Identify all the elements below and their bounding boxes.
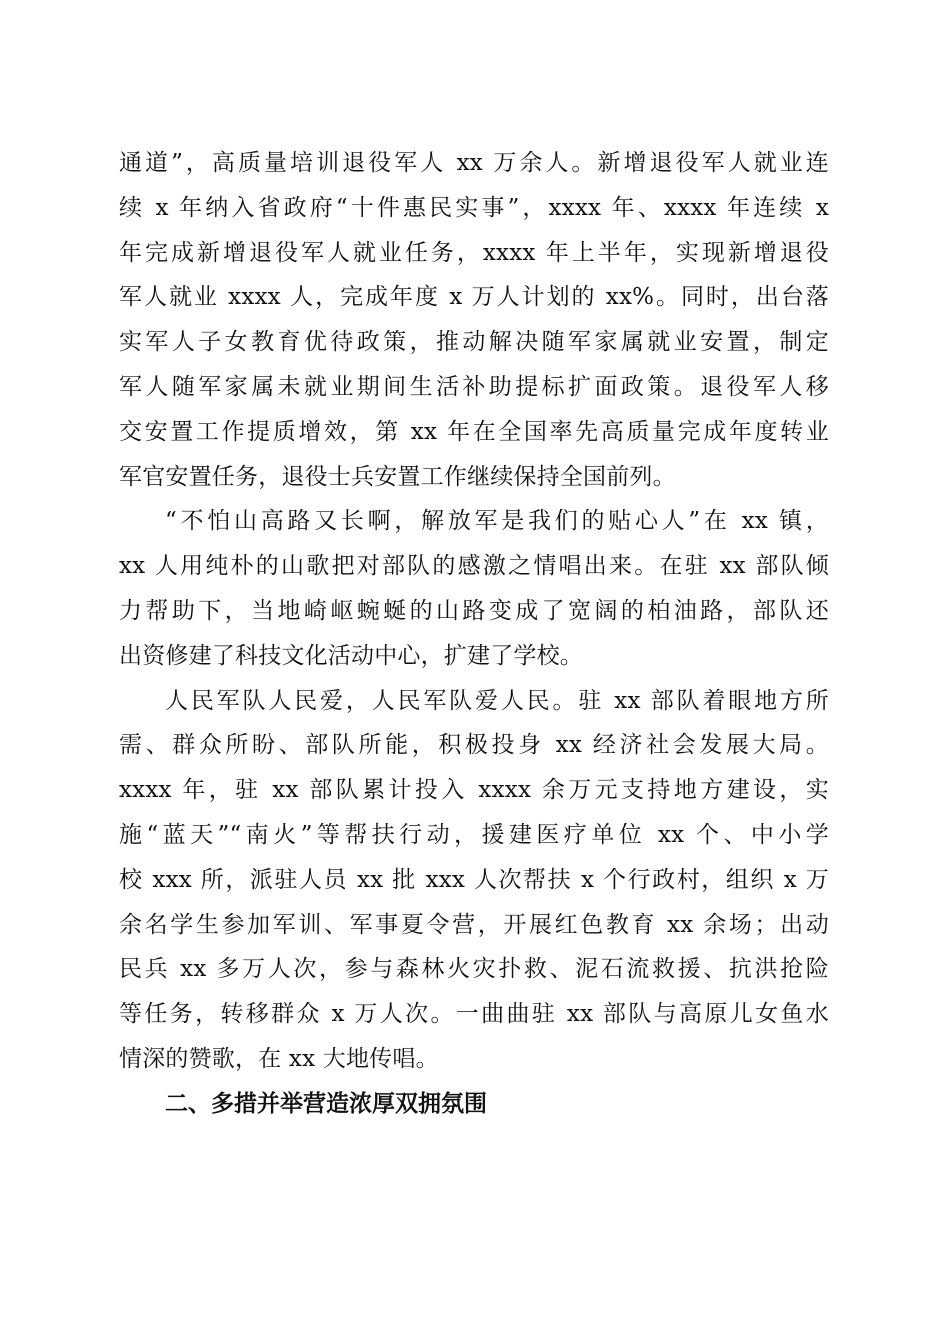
paragraph-1 [119,141,829,499]
paragraph-line: xx 人用纯朴的山歌把对部队的感激之情唱出来。在驻 xx 部队倾 [119,553,829,580]
paragraph-line: 实军人子女教育优待政策，推动解决随军家属就业安置，制定 [119,329,829,356]
paragraph-line: “不怕山高路又长啊，解放军是我们的贴心人”在 xx 镇， [165,508,829,535]
paragraph-2 [119,499,829,678]
section-heading: 二、多措并举营造浓厚双拥氛围 [165,1090,487,1117]
paragraph-line: 出资修建了科技文化活动中心，扩建了学校。 [119,642,583,669]
paragraph-line: 情深的赞歌，在 xx 大地传唱。 [119,1045,439,1072]
document-body [119,141,829,1127]
paragraph-line: 需、群众所盼、部队所能，积极投身 xx 经济社会发展大局。 [119,732,829,759]
paragraph-line: 民兵 xx 多万人次，参与森林火灾扑救、泥石流救援、抗洪抢险 [119,956,829,983]
paragraph-line: 军人随军家属未就业期间生活补助提标扩面政策。退役军人移 [119,373,829,400]
paragraph-line: 余名学生参加军训、军事夏令营，开展红色教育 xx 余场；出动 [119,911,829,938]
paragraph-line: 通道”，高质量培训退役军人 xx 万余人。新增退役军人就业连 [119,150,829,176]
paragraph-line: 施“蓝天”“南火”等帮扶行动，援建医疗单位 xx 个、中小学 [119,821,829,848]
paragraph-line: 人民军队人民爱，人民军队爱人民。驻 xx 部队着眼地方所 [165,687,829,714]
paragraph-3 [119,679,829,1082]
paragraph-line: 校 xxx 所，派驻人员 xx 批 xxx 人次帮扶 x 个行政村，组织 x 万 [119,866,829,893]
paragraph-line: xxxx 年，驻 xx 部队累计投入 xxxx 余万元支持地方建设，实 [119,777,829,804]
paragraph-line: 年完成新增退役军人就业任务，xxxx 年上半年，实现新增退役 [119,239,829,266]
paragraph-line: 军人就业 xxxx 人，完成年度 x 万人计划的 xx%。同时，出台落 [119,284,829,311]
paragraph-line: 交安置工作提质增效，第 xx 年在全国率先高质量完成年度转业 [119,418,829,445]
paragraph-line: 续 x 年纳入省政府“十件惠民实事”，xxxx 年、xxxx 年连续 x [119,194,829,221]
paragraph-line: 军官安置任务，退役士兵安置工作继续保持全国前列。 [119,463,676,490]
paragraph-line: 等任务，转移群众 x 万人次。一曲曲驻 xx 部队与高原儿女鱼水 [119,1001,829,1028]
paragraph-line: 力帮助下，当地崎岖蜿蜒的山路变成了宽阔的柏油路，部队还 [119,597,829,624]
